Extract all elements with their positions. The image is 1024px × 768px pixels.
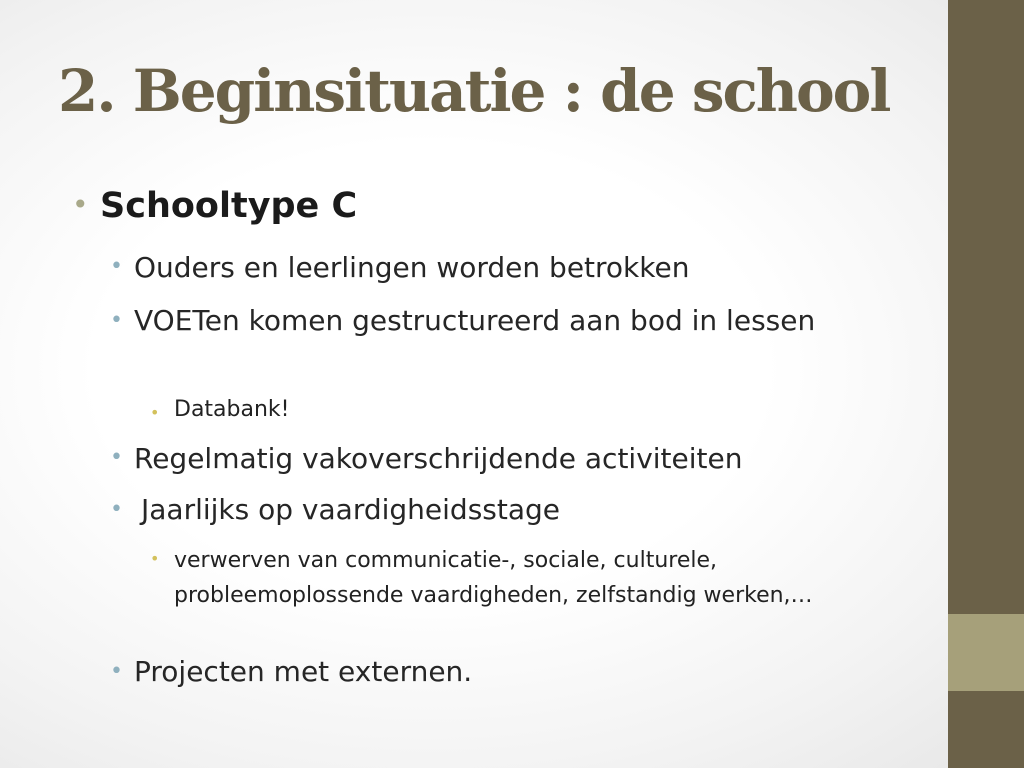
bullet-marker: •: [110, 308, 123, 333]
bullet-marker: •: [110, 445, 123, 470]
bullet-projecten: Projecten met externen.: [134, 655, 473, 688]
bullet-vaardigheidsstage: Jaarlijks op vaardigheidsstage: [141, 493, 561, 526]
bullet-verwerven: verwerven van communicatie-, sociale, culturele, probleemoplossende vaardigheden, zelfstandig werken,…: [174, 548, 813, 609]
decorative-side-accent: [948, 614, 1024, 691]
bullet-vakoverschrijdend: Regelmatig vakoverschrijdende activiteiten: [134, 442, 743, 475]
bullet-marker: •: [110, 254, 123, 279]
bullet-marker: •: [110, 497, 123, 522]
bullet-marker: •: [150, 403, 160, 422]
bullet-voeten: VOETen komen gestructureerd aan bod in lessen: [134, 304, 816, 337]
bullet-marker: •: [110, 659, 123, 684]
bullet-schooltype: Schooltype C: [100, 186, 358, 226]
bullet-databank: Databank!: [174, 397, 290, 422]
bullet-ouders: Ouders en leerlingen worden betrokken: [134, 251, 690, 284]
bullet-marker: •: [72, 188, 89, 221]
slide-title: 2. Beginsituatie : de school: [58, 57, 890, 125]
bullet-marker: •: [150, 549, 160, 568]
